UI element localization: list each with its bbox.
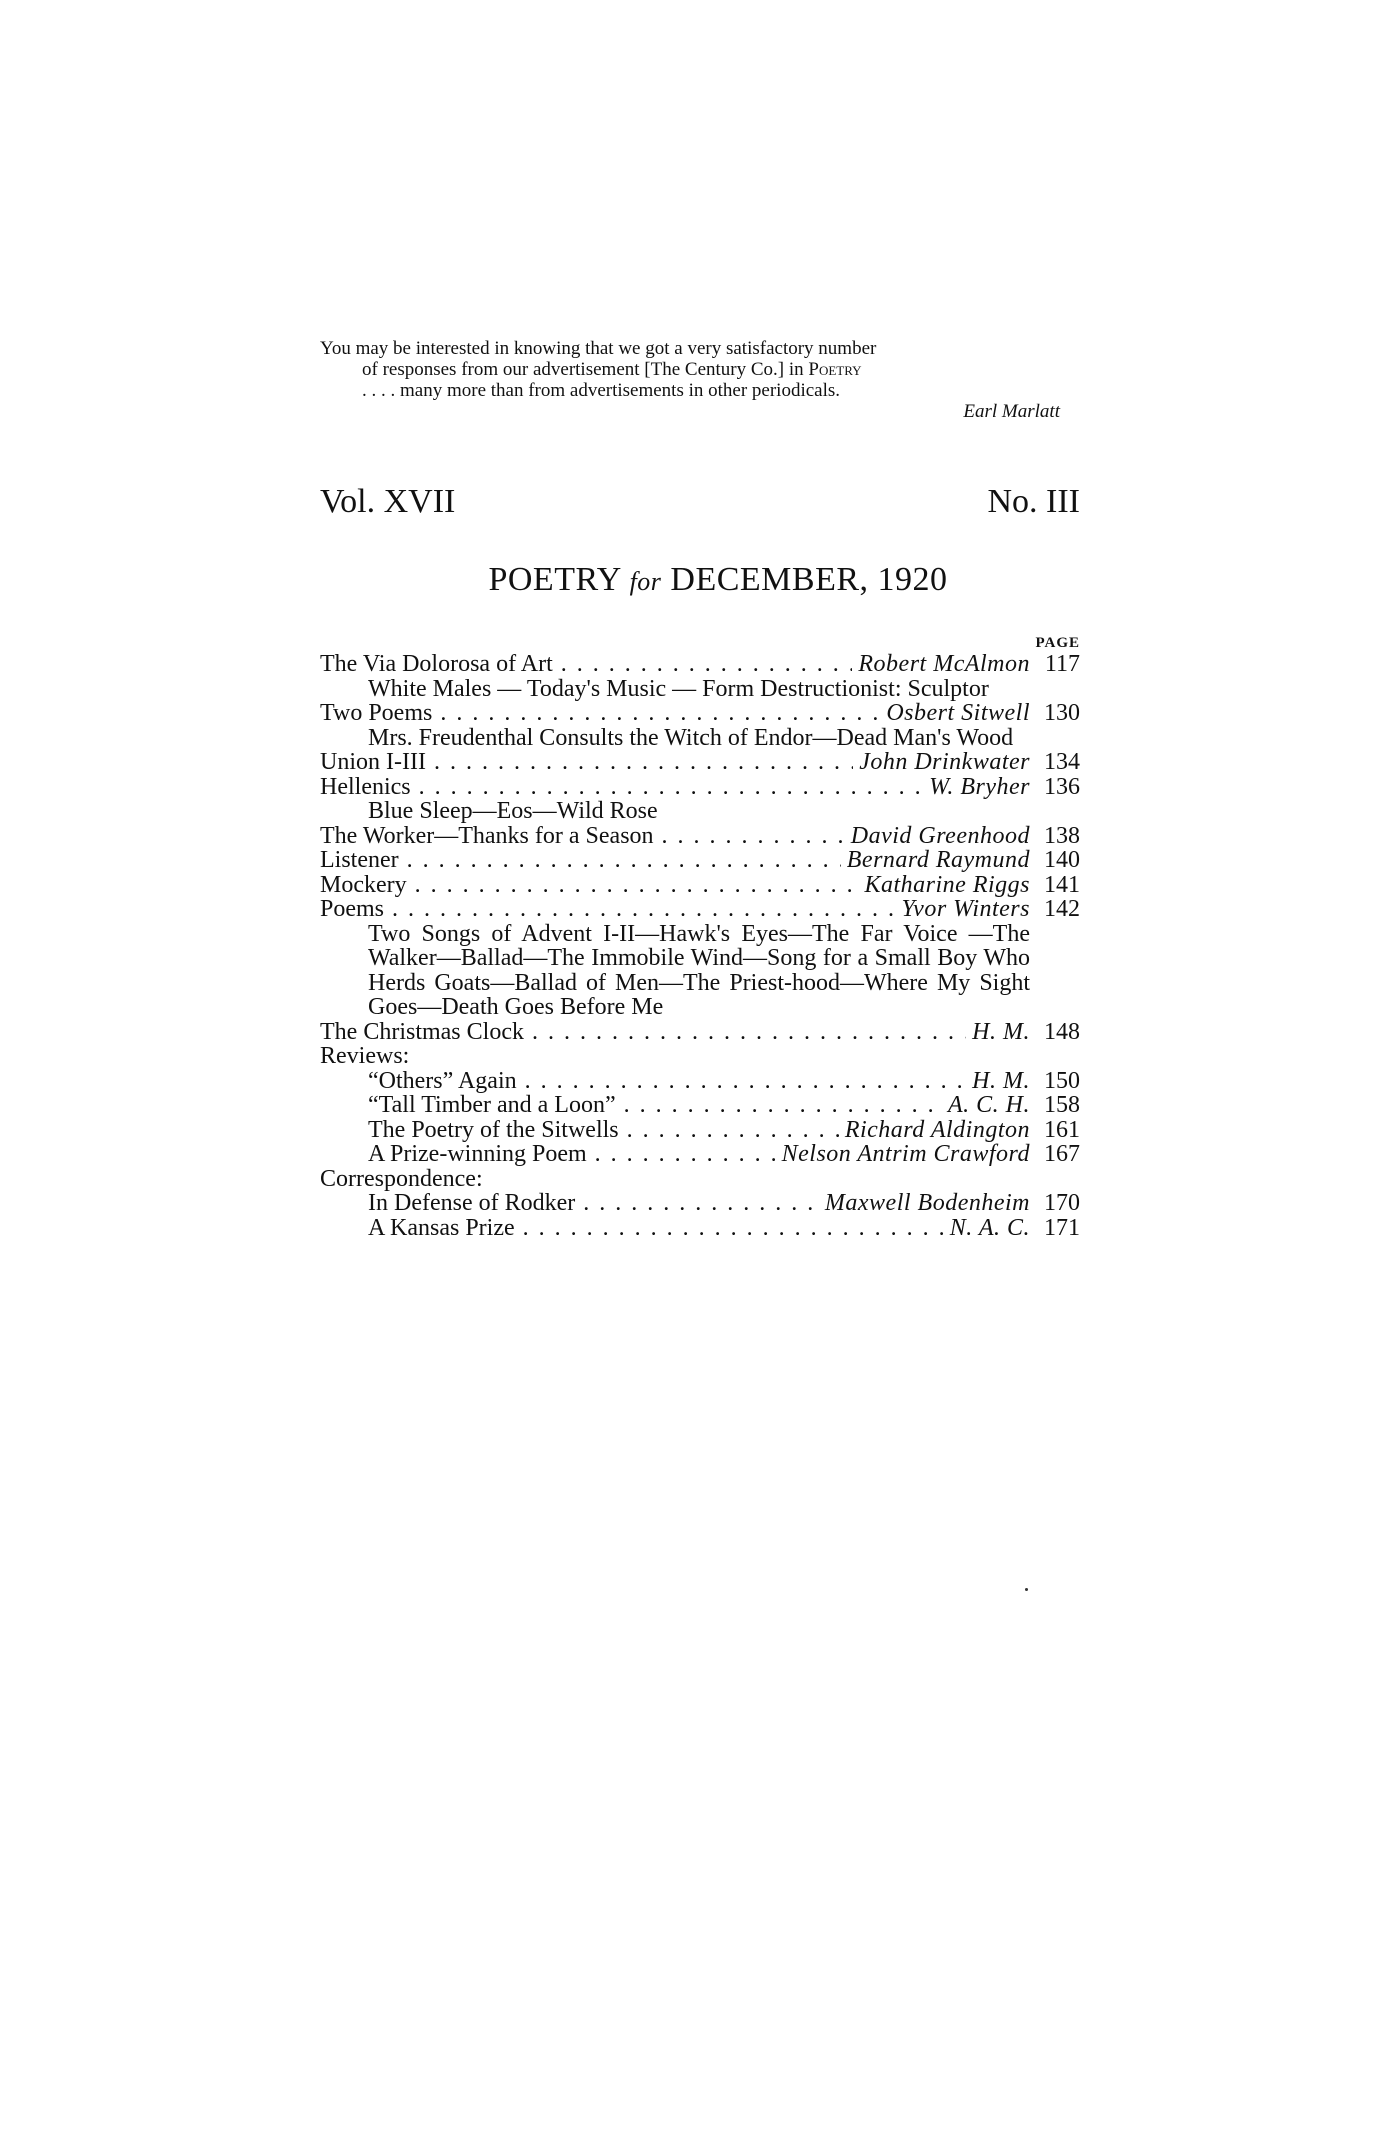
volume-row [320,482,1080,522]
toc-entry [320,750,1080,775]
entry-page: 150 [1044,1067,1080,1094]
entry-page: 170 [1044,1190,1080,1216]
quote-line-2-text: of responses from our advertisement [The Century Co.] in [362,359,804,380]
quote-line-1: You may be interested in knowing that we got a very satisfactory number [320,338,877,359]
toc-entry [320,824,1080,849]
entry-author: H. M. [972,1018,1030,1045]
entry-title: Mockery . . [320,873,858,898]
entry-author: Yvor Winters [901,896,1030,922]
table-of-contents [320,652,1080,1240]
advertisement-quote [320,338,1080,401]
entry-page: 171 [1044,1214,1080,1241]
entry-title: “Tall Timber and a Loon” . . [368,1093,942,1118]
toc-entry [320,1069,1080,1094]
entry-author: John Drinkwater [859,749,1030,775]
volume-label: Vol. XVII [320,483,456,520]
entry-subtitles: Blue Sleep—Eos—Wild Rose [368,798,658,824]
toc-entry [320,1191,1080,1216]
entry-author: Osbert Sitwell [886,700,1030,726]
entry-title: A Kansas Prize . . [368,1216,944,1241]
entry-author: Bernard Raymund [846,847,1030,873]
entry-title: Two Poems . . [320,701,880,726]
toc-entry [320,1142,1080,1167]
entry-title: A Prize-winning Poem . . [368,1142,776,1167]
entry-page: 161 [1044,1116,1080,1143]
toc-entry [320,873,1080,898]
toc-entry [320,897,1080,922]
entry-author: A. C. H. [948,1092,1030,1118]
entry-page: 158 [1044,1092,1080,1118]
entry-page: 167 [1044,1141,1080,1167]
entry-title: The Via Dolorosa of Art . . [320,652,852,677]
entry-title: In Defense of Rodker . . [368,1191,819,1216]
toc-entry [320,1118,1080,1143]
entry-subtitles: Mrs. Freudenthal Consults the Witch of Endor—Dead Man's Wood [368,724,1014,751]
toc-entry [320,1093,1080,1118]
entry-author: Katharine Riggs [864,871,1030,898]
toc-entry [320,701,1080,726]
entry-subtitles: Two Songs of Advent I-II—Hawk's Eyes—The Far Voice —The Walker—Ballad—The Immobile Wind—Song for a Small Boy Who Herds Goats—Ballad of Men—The Priest-hood—Where My Sight Goes—Death Goes Before Me [368,920,1030,1020]
entry-title: The Christmas Clock . . [320,1020,966,1045]
entry-author: H. M. [972,1067,1030,1094]
entry-author: David Greenhood [850,822,1030,849]
entry-subtitles: White Males — Today's Music — Form Destructionist: Sculptor [368,675,989,702]
entry-page: 138 [1044,822,1080,849]
entry-title: The Poetry of the Sitwells . . [368,1118,839,1143]
entry-author: W. Bryher [929,773,1030,800]
entry-author: N. A. C. [949,1214,1030,1241]
toc-entry [320,848,1080,873]
reviews-heading: Reviews: [320,1043,410,1069]
quote-line-3: . . . . many more than from advertisements in other periodicals. [362,380,841,401]
entry-author: Richard Aldington [844,1116,1030,1143]
magazine-page [320,338,1080,1240]
toc-entry [320,1216,1080,1241]
toc-entry [320,775,1080,800]
entry-page: 148 [1044,1018,1080,1045]
page-column-label: PAGE [1035,635,1080,651]
entry-page: 142 [1044,896,1080,922]
quote-line-2 [320,359,1080,380]
title-for: for [629,567,662,596]
entry-author: Robert McAlmon [858,651,1030,677]
entry-title: Listener . . [320,848,841,873]
toc-entry [320,1020,1080,1045]
issue-number: No. III [987,483,1080,520]
entry-page: 117 [1044,651,1080,677]
title-date: DECEMBER, 1920 [670,561,948,598]
entry-page: 130 [1044,700,1080,726]
entry-author: Maxwell Bodenheim [824,1190,1030,1216]
entry-page: 141 [1044,871,1080,898]
print-speck [1025,1588,1028,1591]
entry-title: “Others” Again . . [368,1069,966,1094]
entry-page: 134 [1044,749,1080,775]
entry-title: The Worker—Thanks for a Season . . [320,824,845,849]
entry-page: 136 [1044,773,1080,800]
quote-attribution: Earl Marlatt [963,401,1060,422]
toc-entry [320,652,1080,677]
entry-author: Nelson Antrim Crawford [781,1141,1030,1167]
title-magazine: POETRY [488,561,621,598]
issue-title [356,560,1080,602]
entry-title: Union I-III . . [320,750,853,775]
entry-title: Poems . . [320,897,896,922]
entry-page: 140 [1044,847,1080,873]
entry-title: Hellenics . . [320,775,923,800]
correspondence-heading: Correspondence: [320,1165,483,1192]
quote-line-2-magazine: Poetry [808,359,862,380]
